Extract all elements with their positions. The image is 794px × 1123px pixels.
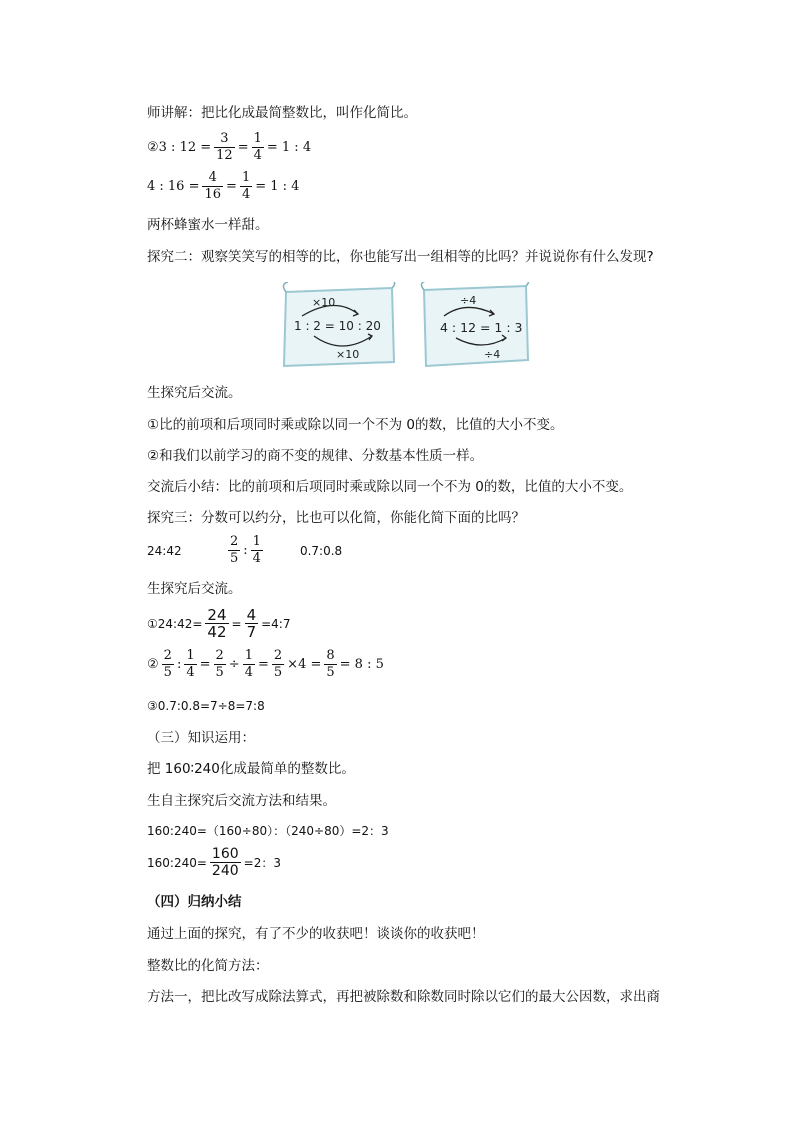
right-bottom-label: ÷4 — [484, 348, 501, 361]
task-fraction: $\frac{1}{4}$ — [252, 534, 261, 566]
sol2-prefix: ② — [147, 657, 159, 672]
equals-sign: = — [257, 657, 269, 672]
fraction: $\frac{8}{5}$ — [326, 648, 335, 680]
student-self-explore: 生自主探究后交流方法和结果。 — [147, 793, 336, 809]
left-bottom-label: ×10 — [336, 348, 360, 361]
fraction: $\frac{2}{5}$ — [215, 648, 224, 680]
fraction: $\frac{2}{5}$ — [273, 648, 283, 680]
left-expression: 1 : 2 = 10 : 20 — [294, 319, 381, 333]
right-expression: 4 : 12 = 1 : 3 — [440, 320, 523, 335]
exploration-two: 探究二：观察笑笑写的相等的比，你也能写出一组相等的比吗？并说说你有什么发现? — [147, 249, 654, 265]
cards-illustration — [280, 282, 530, 372]
eq-prefix: ②3 : 12 = — [147, 140, 212, 155]
divide-sign: ÷ — [228, 657, 240, 672]
equation-3-12 — [147, 131, 311, 164]
fraction: $\frac{3}{12}$ — [216, 131, 233, 163]
sol1-prefix: ①24:42= — [147, 616, 203, 631]
equal-ratio-cards — [280, 282, 530, 372]
teacher-explanation: 师讲解：把比化成最简整数比，叫作化简比。 — [147, 105, 417, 121]
right-card — [421, 282, 528, 366]
final-prefix: 160:240= — [147, 855, 207, 870]
finding-one: ①比的前项和后项同时乘或除以同一个不为 0的数，比值的大小不变。 — [147, 417, 564, 433]
sol1-suffix: =4:7 — [261, 616, 291, 631]
multiply-sign: ×4 = — [287, 657, 322, 672]
student-exchange: 生探究后交流。 — [147, 385, 242, 401]
eq-suffix: = 1 : 4 — [266, 140, 312, 155]
equation-4-16 — [147, 170, 299, 203]
colon: : — [176, 657, 182, 672]
equals-sign: = — [231, 616, 242, 631]
method-one-description: 方法一，把比改写成除法算式，再把被除数和除数同时除以它们的最大公因数，求出商 — [147, 989, 660, 1005]
left-top-label: ×10 — [312, 296, 336, 309]
task-ratio-1: 24:42 — [147, 543, 182, 558]
student-exchange-2: 生探究后交流。 — [147, 581, 242, 597]
fraction: $\frac{4}{7}$ — [246, 606, 257, 641]
solution-three: ③0.7:0.8=7÷8=7:8 — [147, 699, 265, 713]
fraction: $\frac{4}{16}$ — [204, 170, 222, 202]
eq-prefix: 4 : 16 = — [147, 179, 200, 194]
task-ratio-3: 0.7:0.8 — [299, 543, 343, 558]
summary-after-exchange: 交流后小结：比的前项和后项同时乘或除以同一个不为 0的数，比值的大小不变。 — [147, 479, 633, 495]
task-simplify-160-240: 把 160∶240化成最简单的整数比。 — [147, 761, 355, 777]
sol2-suffix: = 8 : 5 — [339, 657, 384, 672]
fraction: $\frac{24}{42}$ — [207, 606, 227, 641]
exploration-three: 探究三：分数可以约分，比也可以化简，你能化简下面的比吗？ — [147, 510, 525, 526]
colon: : — [243, 543, 248, 558]
conclusion-same-sweet: 两杯蜂蜜水一样甜。 — [147, 217, 269, 233]
solution-one — [147, 607, 290, 640]
fraction: $\frac{1}{4}$ — [241, 170, 251, 202]
method-one-calculation: 160:240=（160÷80）：（240÷80）=2：3 — [147, 824, 389, 838]
summary-prompt: 通过上面的探究，有了不少的收获吧！谈谈你的收获吧！ — [147, 926, 485, 942]
task-ratios — [147, 534, 447, 567]
fraction: $\frac{1}{4}$ — [244, 648, 253, 680]
method-two-calculation — [147, 846, 281, 879]
right-top-label: ÷4 — [460, 294, 477, 307]
equals-sign: = — [226, 179, 237, 194]
equals-sign: = — [199, 657, 211, 672]
solution-two — [147, 648, 384, 681]
fraction: $\frac{2}{5}$ — [163, 648, 172, 680]
eq-suffix: = 1 : 4 — [255, 179, 300, 194]
fraction: $\frac{160}{240}$ — [211, 846, 239, 879]
final-suffix: =2：3 — [243, 856, 281, 870]
left-card — [283, 282, 394, 366]
finding-two: ②和我们以前学习的商不变的规律、分数基本性质一样。 — [147, 448, 484, 464]
task-fraction: $\frac{2}{5}$ — [230, 534, 239, 566]
equals-sign: = — [237, 140, 249, 155]
section-knowledge-application: （三）知识运用： — [147, 730, 255, 746]
section-summary-heading: （四）归纳小结 — [147, 894, 242, 910]
fraction: $\frac{1}{4}$ — [253, 131, 262, 163]
fraction: $\frac{1}{4}$ — [186, 648, 195, 680]
simplify-method-heading: 整数比的化简方法： — [147, 958, 269, 974]
